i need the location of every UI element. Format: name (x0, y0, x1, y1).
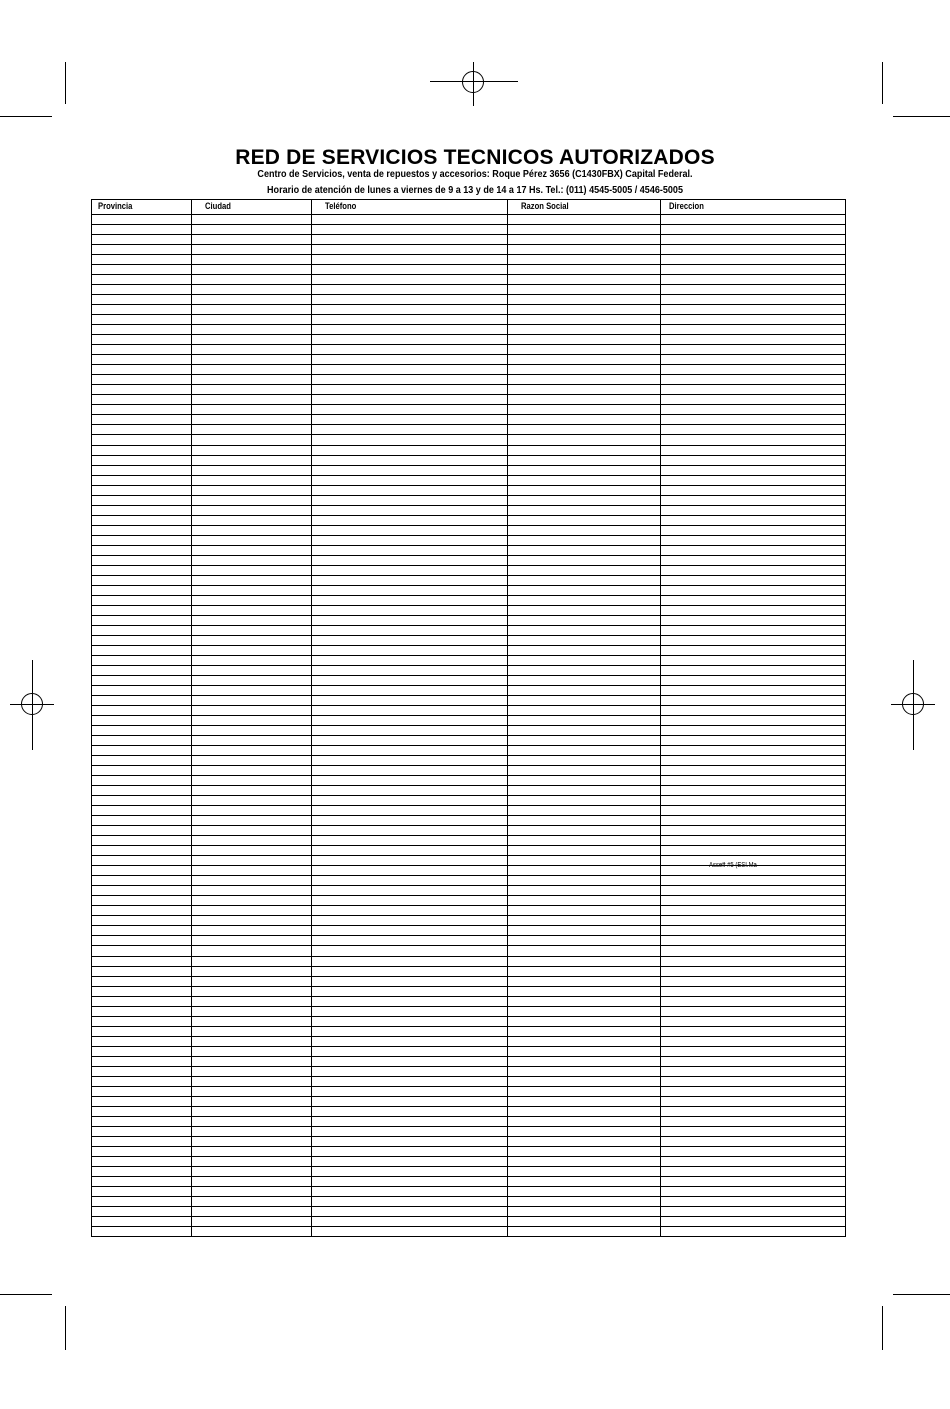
table-row (92, 715, 845, 716)
crop-mark-bottom-left-horizontal (0, 1294, 52, 1295)
table-row (92, 695, 845, 696)
table-row (92, 795, 845, 796)
table-row (92, 986, 845, 987)
table-row (92, 234, 845, 235)
table-row (92, 1166, 845, 1167)
table-row (92, 945, 845, 946)
table-row (92, 1146, 845, 1147)
table-row (92, 1086, 845, 1087)
table-row (92, 1106, 845, 1107)
table-row (92, 775, 845, 776)
table-row (92, 334, 845, 335)
table-row (92, 1006, 845, 1007)
column-header-razon-social: Razon Social (521, 201, 569, 211)
table-row (92, 685, 845, 686)
table-row (92, 264, 845, 265)
table-row (92, 705, 845, 706)
table-row (92, 1076, 845, 1077)
table-row (92, 935, 845, 936)
service-network-table (91, 199, 846, 1237)
table-row (92, 675, 845, 676)
footer-note: Asseff #5 (ESI.Ma (709, 862, 757, 869)
table-row (92, 424, 845, 425)
table-row (92, 875, 845, 876)
table-row (92, 404, 845, 405)
service-center-address: Centro de Servicios, venta de repuestos y accesorios: Roque Pérez 3656 (C1430FBX) Capital Federal. (257, 168, 693, 180)
table-row (92, 1226, 845, 1227)
table-row (92, 244, 845, 245)
table-row (92, 354, 845, 355)
table-row (92, 585, 845, 586)
table-row (92, 485, 845, 486)
table-row (92, 384, 845, 385)
table-row (92, 915, 845, 916)
crop-mark-bottom-right-horizontal (893, 1294, 950, 1295)
crop-mark-bottom-left-vertical (65, 1306, 66, 1350)
table-row (92, 1016, 845, 1017)
table-row (92, 505, 845, 506)
table-row (92, 956, 845, 957)
table-row (92, 996, 845, 997)
table-row (92, 475, 845, 476)
table-row (92, 765, 845, 766)
table-row (92, 645, 845, 646)
crop-mark-bottom-right-vertical (882, 1306, 883, 1350)
table-row (92, 1056, 845, 1057)
table-row (92, 925, 845, 926)
table-row (92, 304, 845, 305)
column-header-direccion: Direccion (669, 201, 704, 211)
table-row (92, 725, 845, 726)
table-row (92, 465, 845, 466)
table-row (92, 605, 845, 606)
table-row (92, 1126, 845, 1127)
crop-mark-top-right-horizontal (893, 116, 950, 117)
table-row (92, 1156, 845, 1157)
table-row (92, 575, 845, 576)
table-row (92, 374, 845, 375)
table-row (92, 515, 845, 516)
registration-mark-left (10, 660, 54, 750)
column-header-telefono: Teléfono (325, 201, 357, 211)
table-row (92, 976, 845, 977)
table-row (92, 635, 845, 636)
table-row (92, 1096, 845, 1097)
table-row (92, 835, 845, 836)
column-header-provincia: Provincia (98, 201, 133, 211)
table-row (92, 905, 845, 906)
table-row (92, 314, 845, 315)
table-row (92, 364, 845, 365)
table-row (92, 545, 845, 546)
table-row (92, 1186, 845, 1187)
table-row (92, 455, 845, 456)
table-row (92, 344, 845, 345)
column-divider (507, 200, 508, 1236)
table-row (92, 625, 845, 626)
crop-mark-top-right-vertical (882, 62, 883, 104)
table-row (92, 535, 845, 536)
table-row (92, 1036, 845, 1037)
table-row (92, 815, 845, 816)
table-row (92, 414, 845, 415)
table-row (92, 1066, 845, 1067)
table-row (92, 224, 845, 225)
table-row (92, 394, 845, 395)
table-row (92, 434, 845, 435)
table-row (92, 1116, 845, 1117)
table-row (92, 785, 845, 786)
table-row (92, 615, 845, 616)
table-row (92, 555, 845, 556)
table-row (92, 665, 845, 666)
column-header-ciudad: Ciudad (205, 201, 231, 211)
table-row (92, 885, 845, 886)
column-divider (660, 200, 661, 1236)
table-row (92, 1206, 845, 1207)
crop-mark-top-left-vertical (65, 62, 66, 104)
table-row (92, 1046, 845, 1047)
table-row (92, 495, 845, 496)
table-row (92, 735, 845, 736)
table-row (92, 1196, 845, 1197)
table-row (92, 294, 845, 295)
table-row (92, 214, 845, 215)
table-row (92, 825, 845, 826)
column-divider (311, 200, 312, 1236)
table-row (92, 855, 845, 856)
document-title: RED DE SERVICIOS TECNICOS AUTORIZADOS (235, 146, 715, 169)
table-row (92, 274, 845, 275)
table-row (92, 284, 845, 285)
table-row (92, 1176, 845, 1177)
table-row (92, 525, 845, 526)
column-divider (191, 200, 192, 1236)
table-row (92, 845, 845, 846)
table-row (92, 1026, 845, 1027)
table-row (92, 745, 845, 746)
table-row (92, 805, 845, 806)
table-row (92, 755, 845, 756)
table-row (92, 895, 845, 896)
table-row (92, 966, 845, 967)
table-row (92, 254, 845, 255)
registration-mark-right (891, 660, 935, 750)
table-row (92, 565, 845, 566)
table-row (92, 1216, 845, 1217)
table-row (92, 445, 845, 446)
service-hours-phone: Horario de atención de lunes a viernes de 9 a 13 y de 14 a 17 Hs. Tel.: (011) 4545-5005 / 4546-5005 (267, 184, 683, 196)
table-row (92, 324, 845, 325)
registration-mark-top (430, 62, 518, 106)
table-row (92, 595, 845, 596)
table-row (92, 1136, 845, 1137)
crop-mark-top-left-horizontal (0, 116, 52, 117)
table-row (92, 655, 845, 656)
